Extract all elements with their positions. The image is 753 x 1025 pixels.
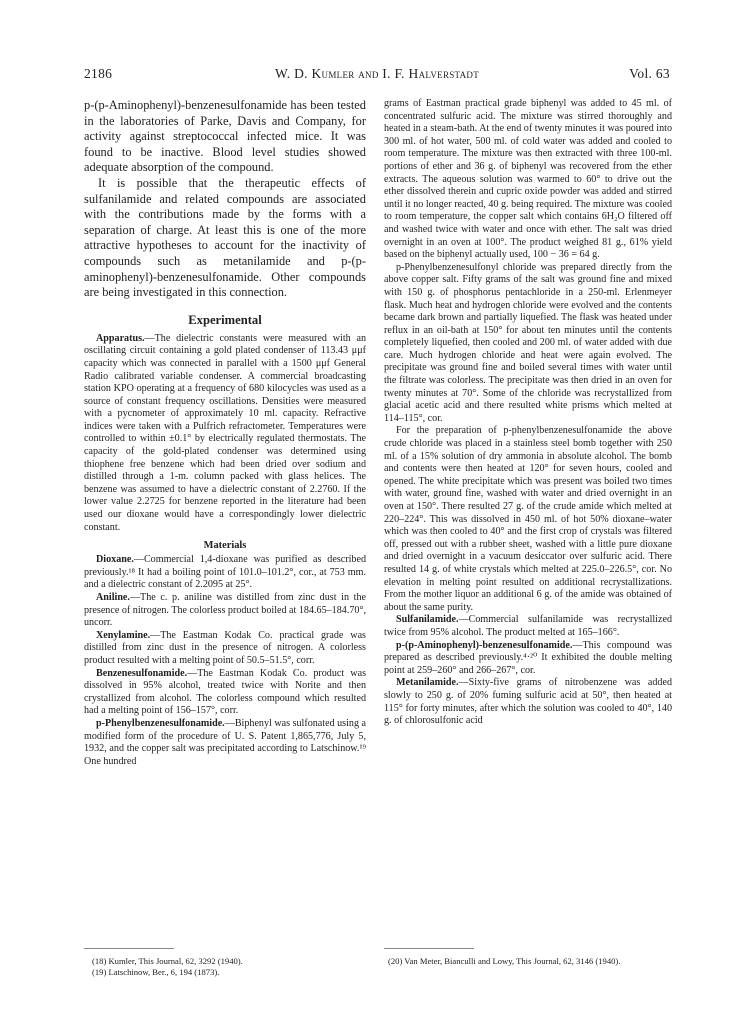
metanilamide-lead: Metanilamide.: [396, 677, 459, 689]
aminophenyl-text: —This compound was prepared as described previously.⁴·²⁰ It exhibited the double melting point at 259–260° and 266–267°, cor.: [384, 639, 672, 676]
aniline-lead: Aniline.: [96, 592, 130, 603]
phenylbenzenesulfonamide-paragraph: [84, 718, 366, 768]
apparatus-paragraph: [84, 333, 366, 535]
sulfonyl-chloride-paragraph: p-Phenylbenzenesulfonyl chloride was prepared directly from the above copper salt. Fifty grams of the salt was ground fine and mixed with 150 g. of phosphorus pentachloride in a 250-ml. Erlenmeyer flask. Much heat and hydrogen chloride were evolved and the contents became dark brown and partially liquefied. The flask was heated under reflux in an oil-bath at 150° for about ten minutes until the contents completely liquefied, then cooled and 200 ml. of water added with due care. Much hydrogen chloride and heat were again evolved. The precipitate was ground fine and boiled several times with water until the filtrate was colorless. The precipitate was then dried in an oven for twenty minutes at 70°. Some of the chloride was recrystallized from glacial acetic acid and there resulted white prisms which melted at 114–115°, cor.: [384, 261, 672, 424]
aniline-text: —The c. p. aniline was distilled from zinc dust in the presence of nitrogen. The colorless product boiled at 184.65–184.70°, uncorr.: [84, 592, 366, 629]
right-column: [384, 98, 672, 728]
xenylamine-text: —The Eastman Kodak Co. practical grade was distilled from zinc dust in the presence of nitrogen. A colorless product resulted with a melting point of 50.5–51.5°, corr.: [84, 629, 366, 666]
footnote-18: (18) Kumler, This Journal, 62, 3292 (1940).: [92, 956, 243, 966]
page-number: 2186: [84, 66, 113, 81]
running-title: W. D. Kumler and I. F. Halverstadt: [274, 66, 480, 81]
sulfanilamide-lead: Sulfanilamide.: [396, 614, 459, 626]
dioxane-paragraph: [84, 554, 366, 592]
intro-paragraph-1: p-(p-Aminophenyl)-benzenesulfonamide has been tested in the laboratories of Parke, Davis and Company, for activity against streptococcal infected mice. It was found to be inactive. Blood level studies showed adequate absorption of the compound.: [84, 98, 366, 175]
sulfanilamide-paragraph: [384, 614, 672, 639]
xenylamine-paragraph: [84, 630, 366, 668]
apparatus-lead: Apparatus.: [96, 332, 145, 344]
aminophenyl-paragraph: [384, 640, 672, 678]
dioxane-lead: Dioxane.: [96, 554, 134, 566]
phenylbenzenesulfonamide-text: —Biphenyl was sulfonated using a modified form of the procedure of U. S. Patent 1,865,776, July 5, 1932, and the copper salt was precipitated according to Latschinow.¹⁹ One hundred: [84, 717, 367, 767]
sulfanilamide-text: —Commercial sulfanilamide was recrystallized twice from 95% alcohol. The product melted at 165–166°.: [384, 614, 672, 638]
aminophenyl-lead: p-(p-Aminophenyl)-benzenesulfonamide.: [396, 639, 573, 651]
footnote-rule-right: [384, 948, 474, 949]
benzenesulfonamide-lead: Benzenesulfonamide.: [96, 667, 188, 679]
footnote-rule-left: [84, 948, 174, 949]
left-column: [84, 98, 366, 768]
footnotes-right: [388, 956, 672, 967]
benzenesulfonamide-text: —The Eastman Kodak Co. product was dissolved in 95% alcohol, treated twice with Norite and then crystallized from alcohol. The colorless compound which resulted had a melting point of 156–157°, corr.: [84, 667, 366, 717]
footnote-19: (19) Latschinow, Ber., 6, 194 (1873).: [92, 967, 220, 977]
aniline-paragraph: [84, 592, 366, 630]
running-header: [84, 66, 670, 84]
sulfonamide-preparation-paragraph: For the preparation of p-phenylbenzenesulfonamide the above crude chloride was placed in a stainless steel bomb together with 250 ml. of a 15% solution of dry ammonia in absolute alcohol. The bomb and contents were then heated at 120° for seven hours, cooled and opened. The white precipitate which was present was boiled two times with water, ground fine, washed with water and dried overnight in an oven at 150°. There resulted 27 g. of the crude amide which melted at 220–224°. This was dissolved in 450 ml. of hot 50% dioxane–water which was then cooled to 40° and the first crop of crystals was filtered off, pressed out with a rubber sheet, washed with a little pure dioxane and dried overnight in a vacuum desiccator over sulfuric acid. There resulted 14 g. of white crystals which melted at 225.0–226.5°, cor. No elevation in melting point resulted on additional recrystallizations. From the mother liquor an additional 6 g. of the amide was obtained of about the same purity.: [384, 425, 672, 613]
xenylamine-lead: Xenylamine.: [96, 629, 151, 641]
metanilamide-paragraph: [384, 677, 672, 727]
metanilamide-text: —Sixty-five grams of nitrobenzene was added slowly to 250 g. of 20% fuming sulfuric acid at 50°, then heated at 115° for forty minutes, after which the solution was cooled to 40°, 140 g. of chlorosulfonic acid: [384, 677, 672, 727]
apparatus-text: —The dielectric constants were measured with an oscillating circuit containing a gold plated condenser of 113.43 μμf capacity which was connected in parallel with a 1500 μμf General Radio calibrated variable condenser. A commercial broadcasting station KPO operating at a frequency of 680 kilocycles was used as a source of constant frequency oscillations. Densities were measured with a pycnometer of approximately 10 ml. capacity. Refractive indices were taken with a Pulfrich refractometer. Temperatures were controlled to within ±0.1° by electrically regulated thermostats. The capacity of the gold-plated condenser was determined using thiophene free benzene which had been dried over sodium and distilled through a 1-m. column packed with glass helices. The benzene was assumed to have a dielectric constant of 2.2760. If the lower value 2.2725 for benzene reported in the literature had been used our dioxane would have a correspondingly lower dielectric constant.: [84, 332, 366, 533]
biphenyl-sulfonation-paragraph: grams of Eastman practical grade biphenyl was added to 45 ml. of concentrated sulfuric acid. The mixture was stirred thoroughly and heated in a steam-bath. At the end of twenty minutes it was poured into 300 ml. of hot water, 500 ml. of cold water was added and cooled to room temperature. The mixture was then extracted with three 100-ml. portions of ether and 36 g. of biphenyl was recovered from the ether extracts. The aqueous solution was warmed to 60° to drive out the ether dissolved therein and cupric oxide powder was added and stirred until it no longer reacted, 40 g. being required. The mixture was cooled to room temperature, the copper salt which contains 6H₂O filtered off and washed twice with water and once with ether. The salt was dried overnight in an oven at 100°. The product weighed 81 g., 61% yield based on the biphenyl actually used, 100 − 36 = 64 g.: [384, 98, 672, 261]
intro-paragraph-2: It is possible that the therapeutic effects of sulfanilamide and related compounds are associated with the contributions made by the forms with a separation of charge. At least this is one of the more attractive hypotheses to account for the inactivity of compounds such as metanilamide and p-(p-aminophenyl)-benzenesulfonamide. Other compounds are being investigated in this connection.: [84, 175, 366, 300]
subheading-materials: Materials: [203, 540, 247, 552]
footnotes-left: [92, 956, 362, 978]
phenylbenzenesulfonamide-lead: p-Phenylbenzenesulfonamide.: [96, 717, 225, 729]
footnote-20: (20) Van Meter, Bianculli and Lowy, This Journal, 62, 3146 (1940).: [388, 956, 621, 966]
benzenesulfonamide-paragraph: [84, 668, 366, 718]
volume-label: Vol. 63: [629, 66, 670, 81]
section-heading-experimental: Experimental: [188, 312, 262, 327]
dioxane-text: —Commercial 1,4-dioxane was purified as described previously.¹⁸ It had a boiling point of 101.0–101.2°, cor., at 753 mm. and a dielectric constant of 2.2095 at 25°.: [84, 554, 366, 591]
